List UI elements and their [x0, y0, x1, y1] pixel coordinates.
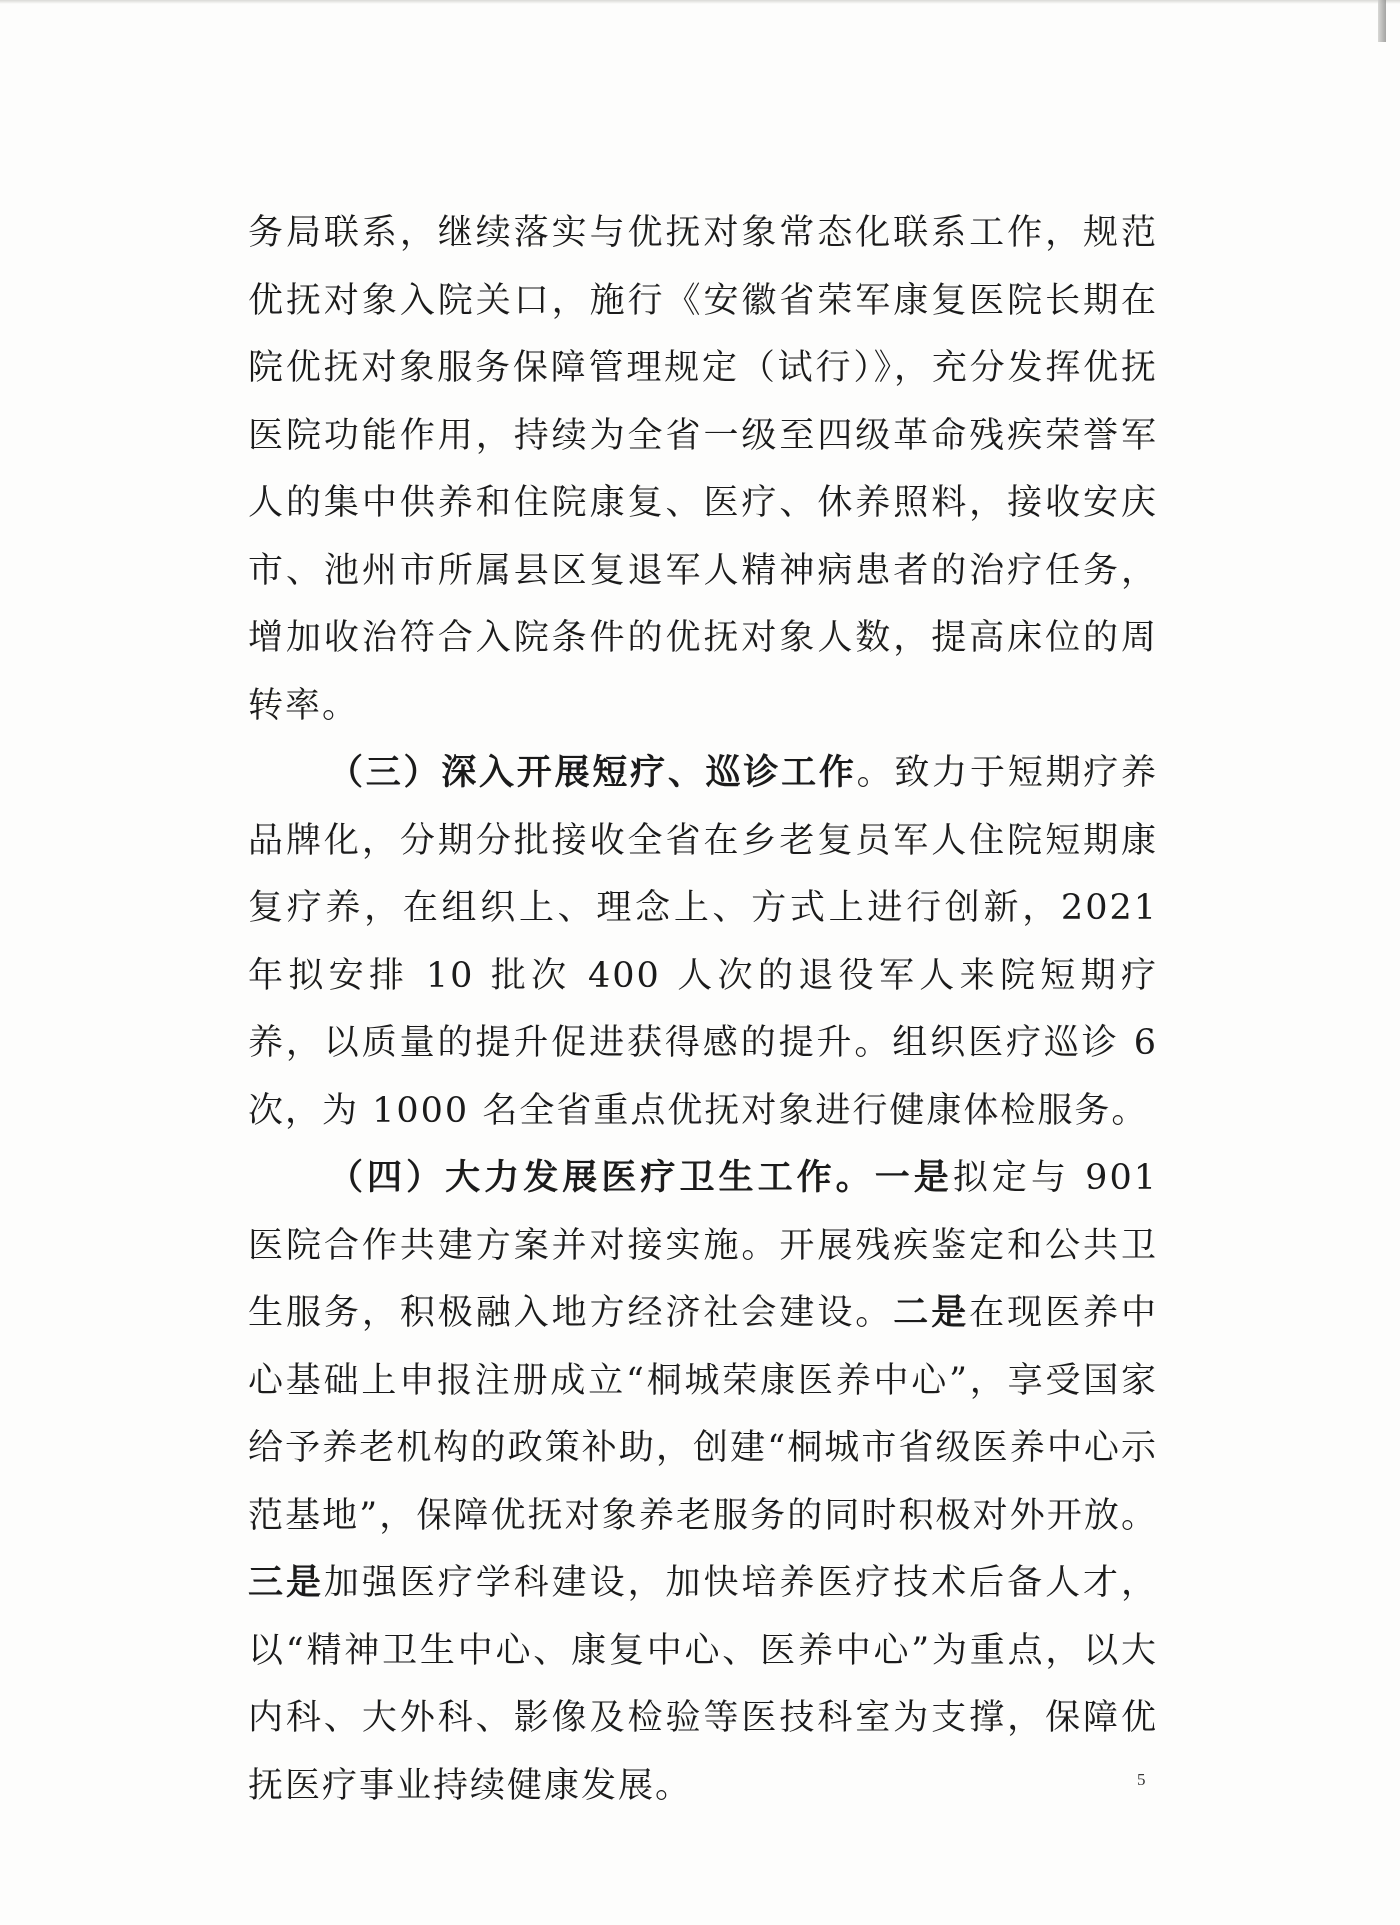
section-3-heading: （三）深入开展短疗、巡诊工作: [328, 753, 857, 793]
section-4-heading: （四）大力发展医疗卫生工作。: [328, 1158, 875, 1198]
item-3-lead: 三是: [248, 1563, 324, 1603]
item-2-text: 在现医养中心基础上申报注册成立“桐城荣康医养中心”，享受国家给予养老机构的政策补助，创建“桐城市省级医养中心示范基地”，保障优抚对象养老服务的同时积极对外开放。: [248, 1293, 1158, 1536]
item-2-lead: 二是: [893, 1293, 970, 1333]
scan-binding-mark: [1378, 0, 1386, 42]
paragraph-2-text: 。致力于短期疗养品牌化，分期分批接收全省在乡老复员军人住院短期康复疗养，在组织上、理念上、方式上进行创新，2021 年拟安排 10 批次 400 人次的退役军人来院短期疗养，以质量的提升促进获得感的提升。组织医疗巡诊 6 次，为 1000 名全省重点优抚对象进行健康体检服务。: [248, 753, 1158, 1131]
scan-top-edge: [0, 0, 1400, 4]
item-3-text: 加强医疗学科建设，加快培养医疗技术后备人才，以“精神卫生中心、康复中心、医养中心”为重点，以大内科、大外科、影像及检验等医技科室为支撑，保障优抚医疗事业持续健康发展。: [248, 1563, 1158, 1806]
item-1-text: 拟定与 901 医院合作共建方案并对接实施。开展残疾鉴定和公共卫生服务，积极融入地方经济社会建设。: [248, 1158, 1158, 1333]
paragraph-1-text: 务局联系，继续落实与优抚对象常态化联系工作，规范优抚对象入院关口，施行《安徽省荣军康复医院长期在院优抚对象服务保障管理规定（试行）》，充分发挥优抚医院功能作用，持续为全省一级至四级革命残疾荣誉军人的集中供养和住院康复、医疗、休养照料，接收安庆市、池州市所属县区复退军人精神病患者的治疗任务，增加收治符合入院条件的优抚对象人数，提高床位的周转率。: [248, 213, 1158, 726]
body-text: [248, 200, 1158, 1820]
page-number: 5: [1137, 1770, 1146, 1789]
paragraph-continued: [248, 200, 1158, 740]
paragraph-medical-health: [248, 1145, 1158, 1820]
paragraph-short-term-care: [248, 740, 1158, 1145]
item-1-lead: 一是: [874, 1158, 953, 1198]
